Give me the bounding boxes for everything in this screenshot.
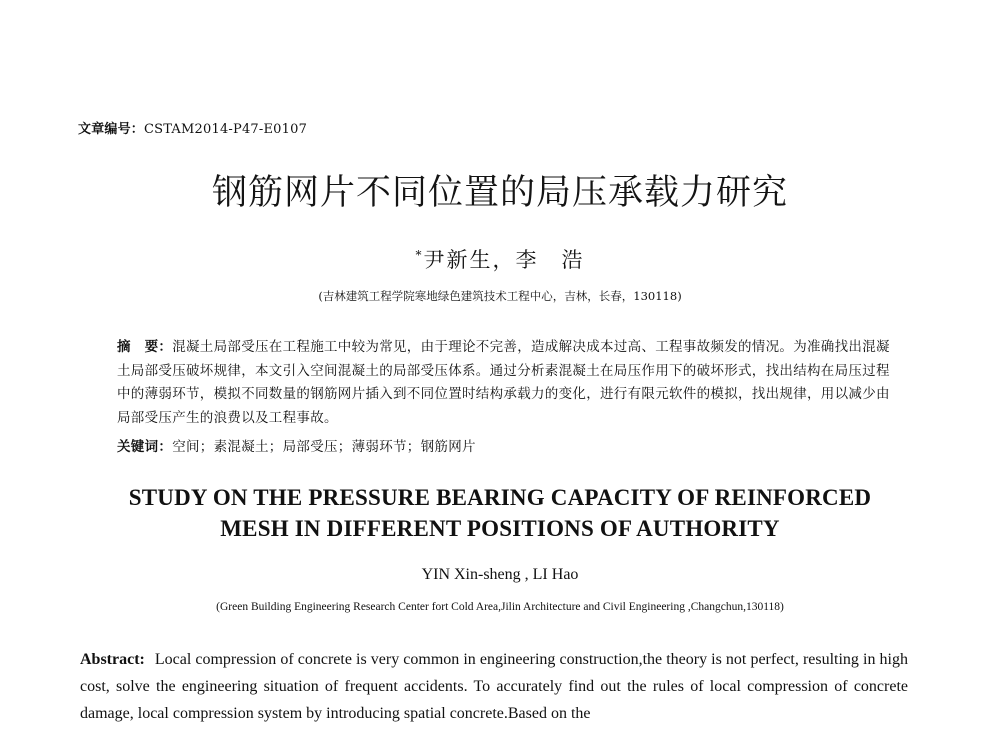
chinese-keywords-label: 关键词： [117, 439, 173, 455]
english-abstract [80, 646, 908, 727]
english-title [60, 482, 940, 544]
english-authors: YIN Xin-sheng , LI Hao [421, 566, 579, 583]
english-affiliation: (Green Building Engineering Research Center fort Cold Area,Jilin Architecture and Civil Engineering ,Changchun,130118) [216, 601, 784, 613]
english-title-line-2: MESH IN DIFFERENT POSITIONS OF AUTHORITY [220, 516, 780, 541]
chinese-abstract [117, 336, 892, 430]
chinese-keywords [117, 435, 476, 455]
english-abstract-text: Local compression of concrete is very common in engineering construction,the theory is not perfect, resulting in high cost, solve the engineering situation of frequent accidents. To accurately find out the rules of local compression of concrete damage, local compression system by introducing spatial concrete.Based on the [80, 651, 908, 722]
chinese-title: 钢筋网片不同位置的局压承载力研究 [211, 173, 788, 213]
chinese-author-names: 尹新生，李 浩 [423, 248, 585, 272]
chinese-abstract-text: 混凝土局部受压在工程施工中较为常见，由于理论不完善，造成解决成本过高、工程事故频发的情况。为准确找出混凝土局部受压破坏规律，本文引入空间混凝土的局部受压体系。通过分析素混凝土在局压作用下的破坏形式，找出结构在局压过程中的薄弱环节，模拟不同数量的钢筋网片插入到不同位置时结构承载力的变化，进行有限元软件的模拟，找出规律，用以减少由局部受压产生的浪费以及工程事故。 [117, 339, 890, 426]
corresponding-author-marker: * [415, 248, 424, 262]
article-number-label: 文章编号： [78, 122, 145, 137]
article-number-value: CSTAM2014-P47-E0107 [144, 122, 308, 137]
english-title-line-1: STUDY ON THE PRESSURE BEARING CAPACITY OF REINFORCED [128, 485, 872, 510]
article-number [78, 118, 307, 137]
english-abstract-label: Abstract: [80, 651, 145, 668]
chinese-authors [0, 244, 1000, 274]
chinese-abstract-label: 摘 要： [117, 339, 173, 355]
chinese-keywords-text: 空间；素混凝土；局部受压；薄弱环节；钢筋网片 [172, 439, 476, 455]
chinese-affiliation: (吉林建筑工程学院寒地绿色建筑技术工程中心，吉林，长春，130118) [318, 289, 682, 303]
